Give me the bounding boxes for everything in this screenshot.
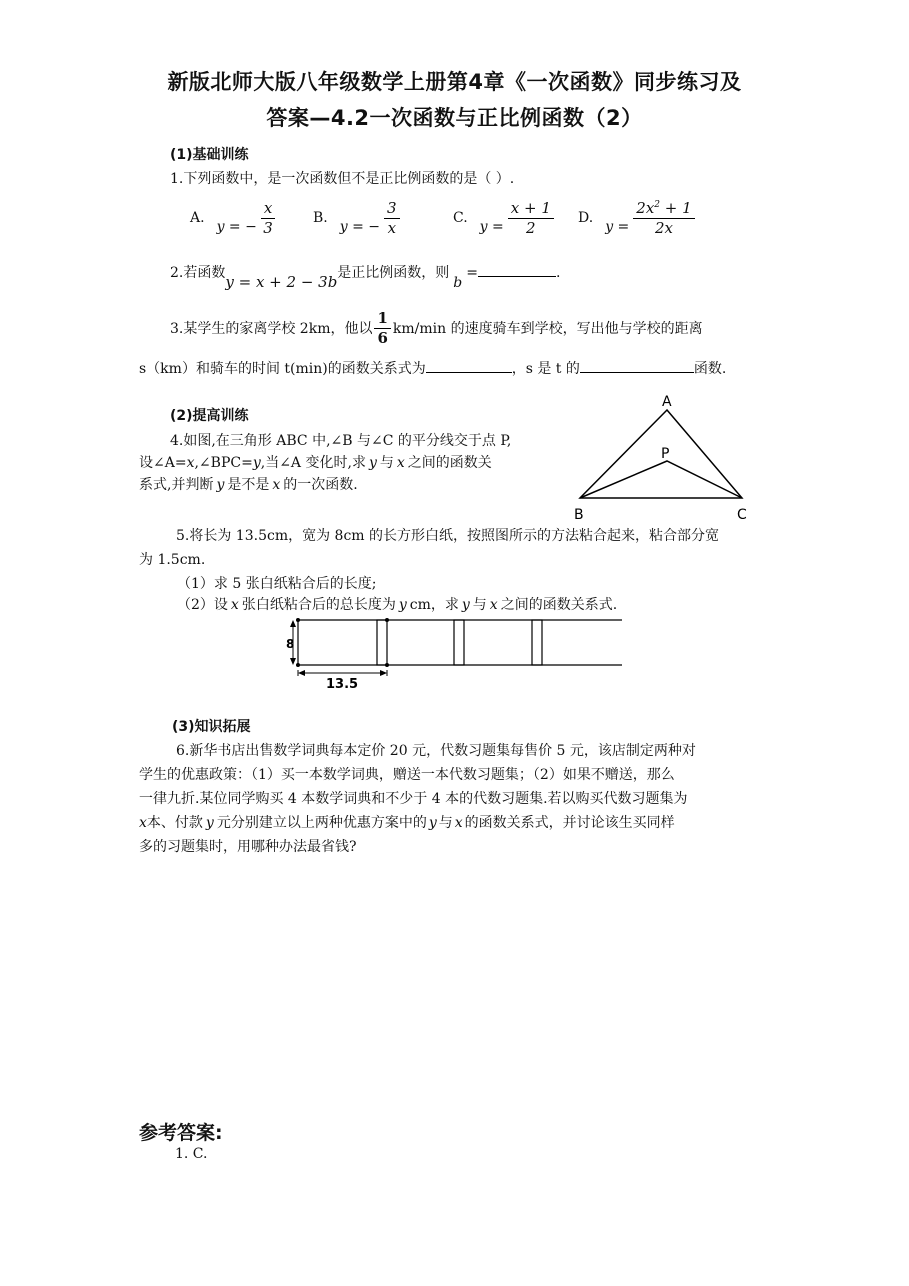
height-arrow-head-top [290,620,296,627]
var-x: x [230,597,239,613]
corner-dot [385,618,389,622]
q2-end: . [556,265,561,281]
q5-line1: 5.将长为 13.5cm，宽为 8cm 的长方形白纸，按照图所示的方法粘合起来，粘合部分宽 [176,528,720,544]
answer-1: 1. C. [175,1146,208,1162]
vertex-label-b: B [574,507,584,523]
var-x: x [186,455,195,471]
q4-line1: 4.如图,在三角形 ABC 中,∠B 与∠C 的平分线交于点 P, [170,433,512,449]
q5-text: 张白纸粘合后的总长度为 [241,597,396,613]
q3-line2-a: s（km）和骑车的时间 t(min)的函数关系式为 [139,361,426,377]
height-arrow-head-bottom [290,658,296,665]
section-basic-heading: (1)基础训练 [170,147,249,163]
fraction-numerator: 3 [384,200,400,219]
q5-text: 与 [472,597,487,613]
q3-line1 [170,310,703,346]
q4-line3 [139,474,358,494]
fraction-denominator: 2x [654,218,673,237]
option-fraction [384,200,400,236]
triangle-figure [570,388,760,524]
var-x: x [139,815,147,831]
option-lhs: y = [479,219,504,235]
q4-text: 系式,并判断 [139,477,214,493]
q4-text: 之间的函数关 [407,455,492,471]
q4-text: 设∠A= [139,455,187,471]
q6-line3: 一律九折.某位同学购买 4 本数学词典和不少于 4 本的代数习题集.若以购买代数习题集为 [139,791,688,807]
length-label: 13.5 [326,677,359,692]
section-advanced-heading: (2)提高训练 [170,408,249,424]
q5-line2: 为 1.5cm. [139,552,206,568]
height-label: 8 [286,637,295,651]
option-fraction [261,200,275,236]
option-fraction [508,200,554,236]
section-extend-heading: (3)知识拓展 [172,719,251,735]
fraction-denominator: 3 [263,218,273,237]
fraction-numerator: 1 [374,310,390,329]
q6-line2: 学生的优惠政策：（1）买一本数学词典，赠送一本代数习题集；（2）如果不赠送，那么 [139,767,675,783]
q1-option-a [190,200,275,236]
q2-answer-blank [478,262,556,277]
numerator-rest: + 1 [660,199,692,217]
q6-line5: 多的习题集时，用哪种办法最省钱? [139,839,357,855]
var-y: y [428,815,437,831]
q3-line2 [139,358,726,378]
numerator-main: 2x [636,199,655,217]
answers-heading: 参考答案: [139,1122,223,1144]
q4-text: 是不是 [227,477,270,493]
q6-text: 与 [438,815,453,831]
option-label: B. [313,210,328,226]
var-y: y [398,597,407,613]
option-lhs: y = [605,219,630,235]
option-fraction [633,200,694,236]
overlap-3 [532,620,542,665]
page-title-line1: 新版北师大版八年级数学上册第4章《一次函数》同步练习及 [167,70,742,94]
q6-line1: 6.新华书店出售数学词典每本定价 20 元，代数习题集每售价 5 元，该店制定两种对 [176,743,696,759]
q5-text: cm，求 [409,597,459,613]
option-lhs: y = − [339,219,381,235]
q2-prefix: 2.若函数 [170,265,226,281]
q4-text: ,∠BPC= [194,455,253,471]
q3-prefix: 3.某学生的家离学校 2km，他以 [170,321,373,337]
option-lhs: y = − [216,219,257,235]
fraction-numerator [633,200,694,219]
length-arrow-head-left [298,670,305,676]
fraction-numerator: x + 1 [508,200,554,219]
point-label-p: P [661,446,670,462]
var-y: y [252,455,261,471]
corner-dot [296,663,300,667]
q3-blank-1 [426,358,512,373]
corner-dot [296,618,300,622]
var-y: y [216,477,225,493]
fraction-denominator: 6 [377,328,388,347]
q3-rest: km/min 的速度骑车到学校，写出他与学校的距离 [392,321,703,337]
q6-text: 的函数关系式，并讨论该生买同样 [464,815,675,831]
q6-line4 [139,812,675,832]
var-x: x [396,455,405,471]
q3-line2-c: 函数. [693,361,727,377]
q5-text: 之间的函数关系式. [500,597,618,613]
q2-mid: 是正比例函数，则 [337,265,450,281]
q2-formula: y = x + 2 − 3b [225,273,338,291]
q1-option-b [313,200,400,236]
fraction-numerator: x [261,200,275,219]
corner-dot [385,663,389,667]
q4-text: 与 [379,455,394,471]
fraction-denominator: x [387,218,397,237]
var-y: y [205,815,214,831]
fraction-denominator: 2 [526,218,536,237]
var-x: x [489,597,498,613]
option-label: A. [190,210,205,226]
q1-option-d [578,200,695,236]
q1-option-c [453,200,554,236]
overlap-2 [454,620,464,665]
q3-speed-fraction [374,310,390,346]
page-title-line2: 答案—4.2一次函数与正比例函数（2） [266,106,643,130]
q4-text: 的一次函数. [283,477,358,493]
q4-text: ,当∠A 变化时,求 [260,455,366,471]
q2-suffix: = [466,265,478,281]
option-label: C. [453,210,468,226]
paper-strip-figure [282,612,630,692]
var-y: y [368,455,377,471]
option-label: D. [578,210,594,226]
var-x: x [272,477,281,493]
q6-text: 元分别建立以上两种优惠方案中的 [216,815,427,831]
var-x: x [454,815,463,831]
q6-text: 本、付款 [146,815,203,831]
q3-blank-2 [580,358,694,373]
vertex-label-a: A [662,394,672,410]
q5-sub1: （1）求 5 张白纸粘合后的长度; [177,576,377,592]
q2-text [170,262,561,291]
length-arrow-head-right [380,670,387,676]
overlap-1 [377,620,387,665]
q4-line2 [139,452,492,472]
q1-text: 1.下列函数中，是一次函数但不是正比例函数的是（ ）. [170,171,515,187]
numerator-exponent: 2 [654,200,661,210]
vertex-label-c: C [737,507,747,523]
angle-bisectors [580,461,742,498]
q5-sub2 [177,594,617,614]
var-y: y [461,597,470,613]
q3-line2-b: ，s 是 t 的 [511,361,580,377]
q2-var: b [453,275,463,291]
q5-text: （2）设 [177,597,228,613]
